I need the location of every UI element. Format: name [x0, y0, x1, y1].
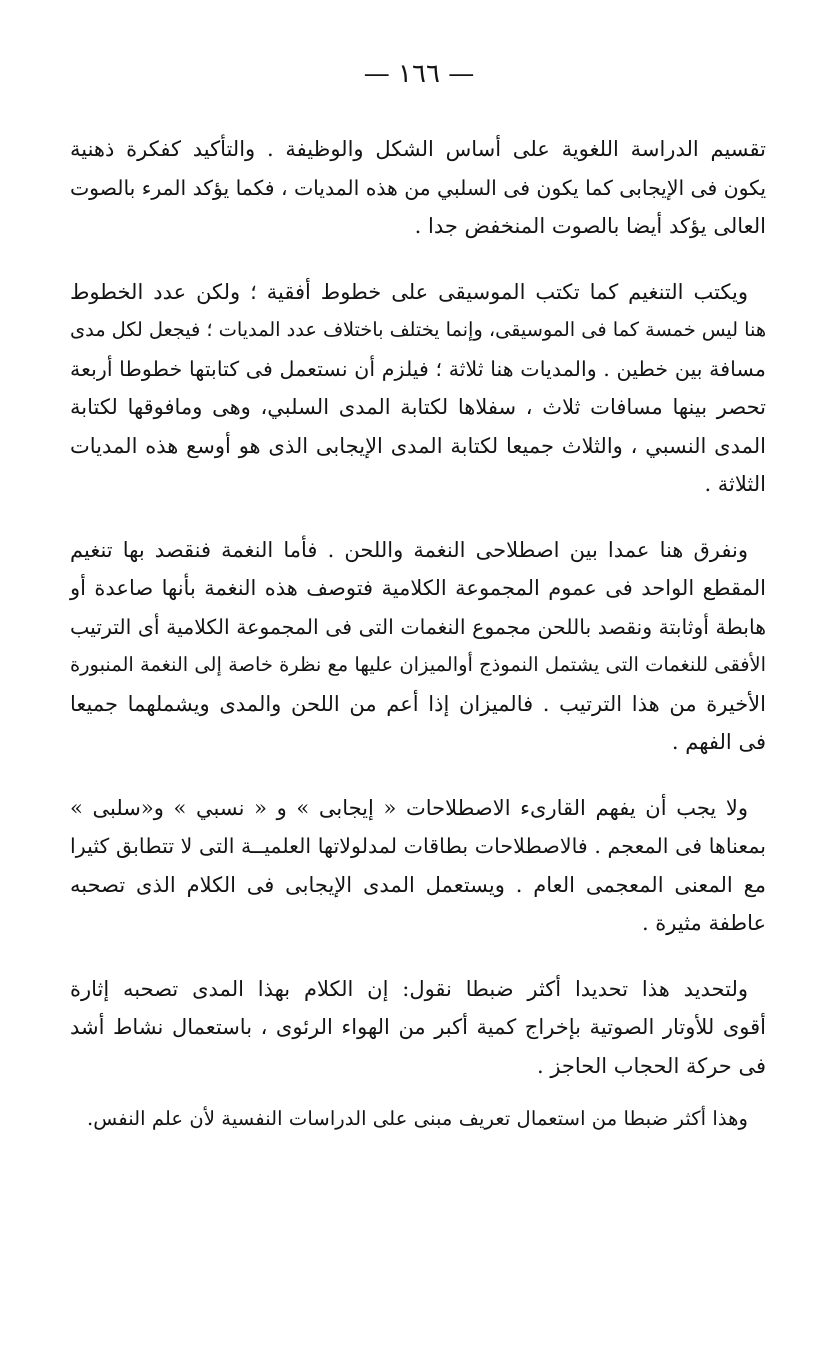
text-line: هنا ليس خمسة كما فى الموسيقى، وإنما يختلف باختلاف عدد المديات ؛ فيجعل لكل مدى: [70, 318, 766, 341]
page-body: [70, 130, 766, 1139]
paragraph: [70, 130, 766, 246]
text-line: أقوى للأوتار الصوتية بإخراج كمية أكبر من الهواء الرئوى ، باستعمال نشاط أشد: [70, 1015, 766, 1039]
text-line: المقطع الواحد فى عموم المجموعة الكلامية فتوصف هذه النغمة بأنها صاعدة أو: [70, 576, 766, 600]
page-number: — ١٦٦ —: [363, 59, 475, 89]
paragraph: [70, 531, 766, 762]
text-line: وهذا أكثر ضبطا من استعمال تعريف مبنى على الدراسات النفسية لأن علم النفس.: [86, 1107, 748, 1130]
text-line: فى حركة الحجاب الحاجز .: [536, 1053, 766, 1078]
text-line: عاطفة مثيرة .: [641, 911, 766, 935]
text-line: بمعناها فى المعجم . فالاصطلاحات بطاقات لمدلولاتها العلميــة التى لا تتطابق كثيرا: [70, 834, 766, 858]
text-line: الثلاثة .: [704, 472, 766, 496]
text-line: مسافة بين خطين . والمديات هنا ثلاثة ؛ فيلزم أن نستعمل فى كتابتها خطوطا أربعة: [70, 356, 766, 381]
text-line: ولا يجب أن يفهم القارىء الاصطلاحات « إيجابى » و « نسبي » و«سلبى »: [70, 795, 748, 820]
text-line: المدى النسبي ، والثلاث جميعا لكتابة المدى الإيجابى الذى هو أوسع هذه المديات: [70, 433, 766, 458]
text-line: هابطة أوثابتة ونقصد باللحن مجموع النغمات التى فى المجموعة الكلامية أى الترتيب: [70, 614, 766, 639]
paragraph: [70, 1100, 766, 1139]
paragraph: [70, 273, 766, 504]
paragraph: [70, 970, 766, 1086]
text-line: ولتحديد هذا تحديدا أكثر ضبطا نقول: إن الكلام بهذا المدى تصحبه إثارة: [70, 976, 748, 1001]
text-line: الأفقى للنغمات التى يشتمل النموذج أوالميزان عليها مع نظرة خاصة إلى النغمة المنبورة: [70, 653, 766, 676]
text-line: ويكتب التنغيم كما تكتب الموسيقى على خطوط أفقية ؛ ولكن عدد الخطوط: [70, 279, 748, 304]
paragraph: [70, 789, 766, 943]
text-line: مع المعنى المعجمى العام . ويستعمل المدى الإيجابى فى الكلام الذى تصحبه: [70, 872, 766, 897]
text-line: الأخيرة من هذا الترتيب . فالميزان إذا أعم من اللحن والمدى ويشملهما جميعا: [70, 691, 766, 716]
text-line: تحصر بينها مسافات ثلاث ، سفلاها لكتابة المدى السلبي، وهى ومافوقها لكتابة: [70, 395, 766, 419]
text-line: ونفرق هنا عمدا بين اصطلاحى النغمة واللحن . فأما النغمة فنقصد بها تنغيم: [70, 537, 748, 562]
text-line: فى الفهم .: [671, 730, 766, 754]
text-line: يكون فى الإيجابى كما يكون فى السلبي من هذه المديات ، فكما يؤكد المرء بالصوت: [70, 175, 766, 200]
text-line: العالى يؤكد أيضا بالصوت المنخفض جدا .: [414, 214, 766, 238]
text-line: تقسيم الدراسة اللغوية على أساس الشكل والوظيفة . والتأكيد كفكرة ذهنية: [70, 137, 766, 161]
